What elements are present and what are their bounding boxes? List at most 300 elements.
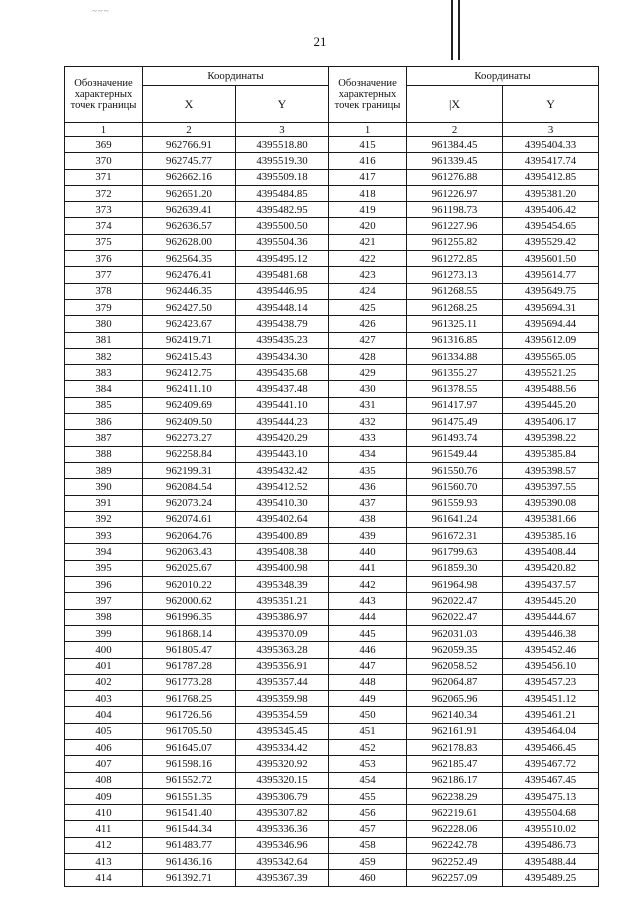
x-coordinate-cell: 962273.27 [143, 430, 236, 446]
y-coordinate-cell: 4395354.59 [236, 707, 329, 723]
y-coordinate-cell: 4395359.98 [236, 691, 329, 707]
y-coordinate-cell: 4395649.75 [503, 283, 599, 299]
point-id-cell: 399 [65, 625, 143, 641]
point-id-cell: 448 [329, 674, 407, 690]
y-coordinate-cell: 4395446.95 [236, 283, 329, 299]
y-coordinate-cell: 4395694.44 [503, 316, 599, 332]
table-row [65, 625, 599, 641]
point-id-cell: 382 [65, 348, 143, 364]
point-id-cell: 419 [329, 202, 407, 218]
point-id-cell: 450 [329, 707, 407, 723]
point-id-cell: 388 [65, 446, 143, 462]
table-row [65, 202, 599, 218]
point-id-cell: 435 [329, 462, 407, 478]
point-id-cell: 452 [329, 739, 407, 755]
y-coordinate-cell: 4395307.82 [236, 805, 329, 821]
table-row [65, 723, 599, 739]
x-coordinate-cell: 962228.06 [407, 821, 503, 837]
x-coordinate-cell: 961964.98 [407, 577, 503, 593]
table-row [65, 234, 599, 250]
point-id-cell: 421 [329, 234, 407, 250]
y-coordinate-cell: 4395408.44 [503, 544, 599, 560]
point-id-cell: 434 [329, 446, 407, 462]
x-coordinate-cell: 962010.22 [143, 577, 236, 593]
x-coordinate-cell: 962662.16 [143, 169, 236, 185]
x-coordinate-cell: 961544.34 [143, 821, 236, 837]
point-id-cell: 373 [65, 202, 143, 218]
y-coordinate-cell: 4395398.22 [503, 430, 599, 446]
y-coordinate-cell: 4395381.20 [503, 185, 599, 201]
y-coordinate-cell: 4395434.30 [236, 348, 329, 364]
x-coordinate-cell: 962140.34 [407, 707, 503, 723]
x-coordinate-cell: 961672.31 [407, 528, 503, 544]
table-row [65, 837, 599, 853]
y-coordinate-cell: 4395444.67 [503, 609, 599, 625]
point-id-cell: 417 [329, 169, 407, 185]
table-row [65, 267, 599, 283]
y-coordinate-cell: 4395445.20 [503, 593, 599, 609]
point-id-cell: 379 [65, 299, 143, 315]
point-id-cell: 426 [329, 316, 407, 332]
x-coordinate-cell: 962000.62 [143, 593, 236, 609]
y-coordinate-cell: 4395443.10 [236, 446, 329, 462]
column-number: 3 [236, 123, 329, 137]
y-coordinate-cell: 4395367.39 [236, 870, 329, 886]
point-id-cell: 430 [329, 381, 407, 397]
point-id-cell: 454 [329, 772, 407, 788]
point-id-cell: 416 [329, 153, 407, 169]
y-coordinate-cell: 4395432.42 [236, 462, 329, 478]
point-id-cell: 437 [329, 495, 407, 511]
column-number: 1 [65, 123, 143, 137]
x-coordinate-cell: 962185.47 [407, 756, 503, 772]
table-body [65, 137, 599, 887]
x-coordinate-cell: 961483.77 [143, 837, 236, 853]
table-row [65, 397, 599, 413]
y-coordinate-cell: 4395342.64 [236, 854, 329, 870]
point-id-cell: 459 [329, 854, 407, 870]
point-id-cell: 449 [329, 691, 407, 707]
y-coordinate-cell: 4395445.20 [503, 397, 599, 413]
point-id-cell: 427 [329, 332, 407, 348]
x-coordinate-cell: 962064.87 [407, 674, 503, 690]
y-coordinate-cell: 4395381.66 [503, 511, 599, 527]
table-row [65, 854, 599, 870]
x-coordinate-cell: 962419.71 [143, 332, 236, 348]
point-id-cell: 393 [65, 528, 143, 544]
table-row [65, 642, 599, 658]
y-coordinate-cell: 4395351.21 [236, 593, 329, 609]
y-coordinate-cell: 4395484.85 [236, 185, 329, 201]
y-coordinate-cell: 4395385.16 [503, 528, 599, 544]
page-number: 21 [313, 34, 327, 49]
point-id-cell: 441 [329, 560, 407, 576]
point-id-cell: 369 [65, 137, 143, 153]
table-row [65, 251, 599, 267]
column-number: 2 [407, 123, 503, 137]
point-id-cell: 458 [329, 837, 407, 853]
x-coordinate-cell: 961493.74 [407, 430, 503, 446]
x-coordinate-cell: 961198.73 [407, 202, 503, 218]
x-coordinate-cell: 961552.72 [143, 772, 236, 788]
point-id-cell: 424 [329, 283, 407, 299]
point-id-cell: 429 [329, 365, 407, 381]
point-id-cell: 404 [65, 707, 143, 723]
y-coordinate-cell: 4395370.09 [236, 625, 329, 641]
point-id-cell: 387 [65, 430, 143, 446]
y-coordinate-cell: 4395518.80 [236, 137, 329, 153]
point-id-cell: 392 [65, 511, 143, 527]
x-coordinate-cell: 961226.97 [407, 185, 503, 201]
point-id-cell: 457 [329, 821, 407, 837]
y-column-header: Y [236, 86, 329, 123]
table-row [65, 593, 599, 609]
y-coordinate-cell: 4395601.50 [503, 251, 599, 267]
table-row [65, 185, 599, 201]
x-coordinate-cell: 962064.76 [143, 528, 236, 544]
coordinates-header: Координаты [407, 67, 599, 86]
x-coordinate-cell: 961559.93 [407, 495, 503, 511]
y-coordinate-cell: 4395452.46 [503, 642, 599, 658]
x-coordinate-cell: 962025.67 [143, 560, 236, 576]
y-coordinate-cell: 4395565.05 [503, 348, 599, 364]
point-id-cell: 378 [65, 283, 143, 299]
x-coordinate-cell: 961726.56 [143, 707, 236, 723]
y-coordinate-cell: 4395481.68 [236, 267, 329, 283]
scan-artifact: ~~~ [92, 6, 110, 16]
x-coordinate-cell: 961641.24 [407, 511, 503, 527]
point-id-cell: 396 [65, 577, 143, 593]
y-coordinate-cell: 4395336.36 [236, 821, 329, 837]
x-coordinate-cell: 961799.63 [407, 544, 503, 560]
table-row [65, 414, 599, 430]
table-row [65, 446, 599, 462]
x-coordinate-cell: 962073.24 [143, 495, 236, 511]
binding-line [458, 0, 460, 60]
x-coordinate-cell: 961551.35 [143, 788, 236, 804]
point-id-cell: 374 [65, 218, 143, 234]
y-coordinate-cell: 4395390.08 [503, 495, 599, 511]
y-coordinate-cell: 4395435.23 [236, 332, 329, 348]
table-row [65, 788, 599, 804]
table-row [65, 316, 599, 332]
y-coordinate-cell: 4395451.12 [503, 691, 599, 707]
table-row [65, 528, 599, 544]
point-id-cell: 422 [329, 251, 407, 267]
point-id-cell: 380 [65, 316, 143, 332]
x-coordinate-cell: 962257.09 [407, 870, 503, 886]
x-coordinate-cell: 962258.84 [143, 446, 236, 462]
table-row [65, 560, 599, 576]
x-coordinate-cell: 962415.43 [143, 348, 236, 364]
table-row [65, 805, 599, 821]
x-coordinate-cell: 962766.91 [143, 137, 236, 153]
point-id-cell: 383 [65, 365, 143, 381]
y-coordinate-cell: 4395441.10 [236, 397, 329, 413]
table-row [65, 609, 599, 625]
point-id-cell: 423 [329, 267, 407, 283]
x-coordinate-cell: 962651.20 [143, 185, 236, 201]
point-id-cell: 406 [65, 739, 143, 755]
x-coordinate-cell: 961868.14 [143, 625, 236, 641]
x-coordinate-cell: 961355.27 [407, 365, 503, 381]
table-row [65, 283, 599, 299]
x-coordinate-cell: 962446.35 [143, 283, 236, 299]
table-row [65, 218, 599, 234]
x-coordinate-cell: 962639.41 [143, 202, 236, 218]
point-id-cell: 371 [65, 169, 143, 185]
point-id-cell: 389 [65, 462, 143, 478]
point-id-cell: 391 [65, 495, 143, 511]
y-coordinate-cell: 4395509.18 [236, 169, 329, 185]
x-coordinate-cell: 962059.35 [407, 642, 503, 658]
y-coordinate-cell: 4395521.25 [503, 365, 599, 381]
table-row [65, 821, 599, 837]
y-coordinate-cell: 4395529.42 [503, 234, 599, 250]
x-coordinate-cell: 961645.07 [143, 739, 236, 755]
x-coordinate-cell: 962252.49 [407, 854, 503, 870]
y-coordinate-cell: 4395488.56 [503, 381, 599, 397]
y-coordinate-cell: 4395475.13 [503, 788, 599, 804]
point-id-cell: 444 [329, 609, 407, 625]
point-id-cell: 372 [65, 185, 143, 201]
point-id-cell: 385 [65, 397, 143, 413]
x-coordinate-cell: 961227.96 [407, 218, 503, 234]
y-coordinate-cell: 4395345.45 [236, 723, 329, 739]
table-row [65, 577, 599, 593]
table-row [65, 381, 599, 397]
x-coordinate-cell: 961436.16 [143, 854, 236, 870]
point-id-cell: 425 [329, 299, 407, 315]
y-coordinate-cell: 4395444.23 [236, 414, 329, 430]
coordinates-table [64, 66, 599, 887]
x-coordinate-cell: 961255.82 [407, 234, 503, 250]
point-designation-header: Обозначение характерных точек границы [329, 67, 407, 123]
x-coordinate-cell: 962409.69 [143, 397, 236, 413]
x-coordinate-cell: 961417.97 [407, 397, 503, 413]
table-row [65, 707, 599, 723]
table-row [65, 870, 599, 886]
x-coordinate-cell: 962074.61 [143, 511, 236, 527]
y-coordinate-cell: 4395467.72 [503, 756, 599, 772]
point-id-cell: 436 [329, 479, 407, 495]
coordinates-header: Координаты [143, 67, 329, 86]
point-id-cell: 405 [65, 723, 143, 739]
table-row [65, 153, 599, 169]
y-coordinate-cell: 4395406.17 [503, 414, 599, 430]
point-id-cell: 409 [65, 788, 143, 804]
point-id-cell: 376 [65, 251, 143, 267]
x-coordinate-cell: 961768.25 [143, 691, 236, 707]
x-coordinate-cell: 962412.75 [143, 365, 236, 381]
y-coordinate-cell: 4395488.44 [503, 854, 599, 870]
y-coordinate-cell: 4395504.36 [236, 234, 329, 250]
point-id-cell: 455 [329, 788, 407, 804]
x-coordinate-cell: 961549.44 [407, 446, 503, 462]
point-id-cell: 395 [65, 560, 143, 576]
table-row [65, 365, 599, 381]
x-coordinate-cell: 962065.96 [407, 691, 503, 707]
point-id-cell: 415 [329, 137, 407, 153]
x-coordinate-cell: 961273.13 [407, 267, 503, 283]
column-number: 3 [503, 123, 599, 137]
x-coordinate-cell: 961705.50 [143, 723, 236, 739]
x-coordinate-cell: 962409.50 [143, 414, 236, 430]
x-coordinate-cell: 962427.50 [143, 299, 236, 315]
point-id-cell: 410 [65, 805, 143, 821]
y-coordinate-cell: 4395457.23 [503, 674, 599, 690]
table-row [65, 430, 599, 446]
point-id-cell: 446 [329, 642, 407, 658]
y-coordinate-cell: 4395456.10 [503, 658, 599, 674]
x-coordinate-cell: 961787.28 [143, 658, 236, 674]
point-id-cell: 407 [65, 756, 143, 772]
x-coordinate-cell: 962219.61 [407, 805, 503, 821]
point-id-cell: 445 [329, 625, 407, 641]
y-coordinate-cell: 4395406.42 [503, 202, 599, 218]
x-coordinate-cell: 961272.85 [407, 251, 503, 267]
y-coordinate-cell: 4395437.57 [503, 577, 599, 593]
table-row [65, 544, 599, 560]
x-coordinate-cell: 962242.78 [407, 837, 503, 853]
column-number: 1 [329, 123, 407, 137]
table-row [65, 462, 599, 478]
y-coordinate-cell: 4395519.30 [236, 153, 329, 169]
point-id-cell: 418 [329, 185, 407, 201]
column-number: 2 [143, 123, 236, 137]
y-coordinate-cell: 4395454.65 [503, 218, 599, 234]
x-coordinate-cell: 961334.88 [407, 348, 503, 364]
y-coordinate-cell: 4395306.79 [236, 788, 329, 804]
x-coordinate-cell: 962063.43 [143, 544, 236, 560]
y-coordinate-cell: 4395404.33 [503, 137, 599, 153]
x-coordinate-cell: 961996.35 [143, 609, 236, 625]
point-id-cell: 439 [329, 528, 407, 544]
table-row [65, 137, 599, 153]
y-coordinate-cell: 4395438.79 [236, 316, 329, 332]
y-coordinate-cell: 4395464.04 [503, 723, 599, 739]
y-coordinate-cell: 4395410.30 [236, 495, 329, 511]
x-coordinate-cell: 962628.00 [143, 234, 236, 250]
x-coordinate-cell: 961560.70 [407, 479, 503, 495]
point-id-cell: 394 [65, 544, 143, 560]
y-coordinate-cell: 4395486.73 [503, 837, 599, 853]
y-coordinate-cell: 4395467.45 [503, 772, 599, 788]
x-coordinate-cell: 962031.03 [407, 625, 503, 641]
y-coordinate-cell: 4395400.98 [236, 560, 329, 576]
table-row [65, 332, 599, 348]
x-column-header: |X [407, 86, 503, 123]
y-coordinate-cell: 4395420.82 [503, 560, 599, 576]
table-row [65, 691, 599, 707]
x-coordinate-cell: 961475.49 [407, 414, 503, 430]
x-coordinate-cell: 961550.76 [407, 462, 503, 478]
x-coordinate-cell: 961325.11 [407, 316, 503, 332]
y-coordinate-cell: 4395510.02 [503, 821, 599, 837]
y-coordinate-cell: 4395435.68 [236, 365, 329, 381]
point-id-cell: 397 [65, 593, 143, 609]
point-id-cell: 390 [65, 479, 143, 495]
table-row [65, 299, 599, 315]
x-coordinate-cell: 961276.88 [407, 169, 503, 185]
y-coordinate-cell: 4395420.29 [236, 430, 329, 446]
point-id-cell: 375 [65, 234, 143, 250]
y-coordinate-cell: 4395482.95 [236, 202, 329, 218]
point-id-cell: 381 [65, 332, 143, 348]
x-coordinate-cell: 961392.71 [143, 870, 236, 886]
x-coordinate-cell: 961316.85 [407, 332, 503, 348]
x-coordinate-cell: 962084.54 [143, 479, 236, 495]
x-column-header: X [143, 86, 236, 123]
table-row [65, 169, 599, 185]
point-id-cell: 451 [329, 723, 407, 739]
y-coordinate-cell: 4395412.52 [236, 479, 329, 495]
point-id-cell: 411 [65, 821, 143, 837]
point-id-cell: 432 [329, 414, 407, 430]
table-row [65, 658, 599, 674]
x-coordinate-cell: 962636.57 [143, 218, 236, 234]
point-id-cell: 386 [65, 414, 143, 430]
point-id-cell: 460 [329, 870, 407, 886]
y-coordinate-cell: 4395356.91 [236, 658, 329, 674]
y-coordinate-cell: 4395385.84 [503, 446, 599, 462]
point-id-cell: 414 [65, 870, 143, 886]
table-row [65, 511, 599, 527]
y-coordinate-cell: 4395461.21 [503, 707, 599, 723]
point-id-cell: 400 [65, 642, 143, 658]
x-coordinate-cell: 962476.41 [143, 267, 236, 283]
y-coordinate-cell: 4395397.55 [503, 479, 599, 495]
y-coordinate-cell: 4395694.31 [503, 299, 599, 315]
y-coordinate-cell: 4395348.39 [236, 577, 329, 593]
x-coordinate-cell: 961541.40 [143, 805, 236, 821]
x-coordinate-cell: 962022.47 [407, 593, 503, 609]
x-coordinate-cell: 962058.52 [407, 658, 503, 674]
y-coordinate-cell: 4395495.12 [236, 251, 329, 267]
x-coordinate-cell: 961268.55 [407, 283, 503, 299]
x-coordinate-cell: 961598.16 [143, 756, 236, 772]
y-coordinate-cell: 4395408.38 [236, 544, 329, 560]
point-id-cell: 447 [329, 658, 407, 674]
y-coordinate-cell: 4395417.74 [503, 153, 599, 169]
y-coordinate-cell: 4395500.50 [236, 218, 329, 234]
point-id-cell: 408 [65, 772, 143, 788]
y-coordinate-cell: 4395504.68 [503, 805, 599, 821]
table-row [65, 756, 599, 772]
x-coordinate-cell: 961859.30 [407, 560, 503, 576]
point-id-cell: 420 [329, 218, 407, 234]
y-column-header: Y [503, 86, 599, 123]
point-id-cell: 428 [329, 348, 407, 364]
x-coordinate-cell: 962186.17 [407, 772, 503, 788]
y-coordinate-cell: 4395489.25 [503, 870, 599, 886]
point-id-cell: 413 [65, 854, 143, 870]
x-coordinate-cell: 961378.55 [407, 381, 503, 397]
point-designation-header: Обозначение характерных точек границы [65, 67, 143, 123]
point-id-cell: 438 [329, 511, 407, 527]
y-coordinate-cell: 4395614.77 [503, 267, 599, 283]
y-coordinate-cell: 4395334.42 [236, 739, 329, 755]
point-id-cell: 456 [329, 805, 407, 821]
y-coordinate-cell: 4395402.64 [236, 511, 329, 527]
y-coordinate-cell: 4395466.45 [503, 739, 599, 755]
y-coordinate-cell: 4395398.57 [503, 462, 599, 478]
x-coordinate-cell: 961384.45 [407, 137, 503, 153]
point-id-cell: 443 [329, 593, 407, 609]
table-row [65, 479, 599, 495]
y-coordinate-cell: 4395446.38 [503, 625, 599, 641]
point-id-cell: 370 [65, 153, 143, 169]
